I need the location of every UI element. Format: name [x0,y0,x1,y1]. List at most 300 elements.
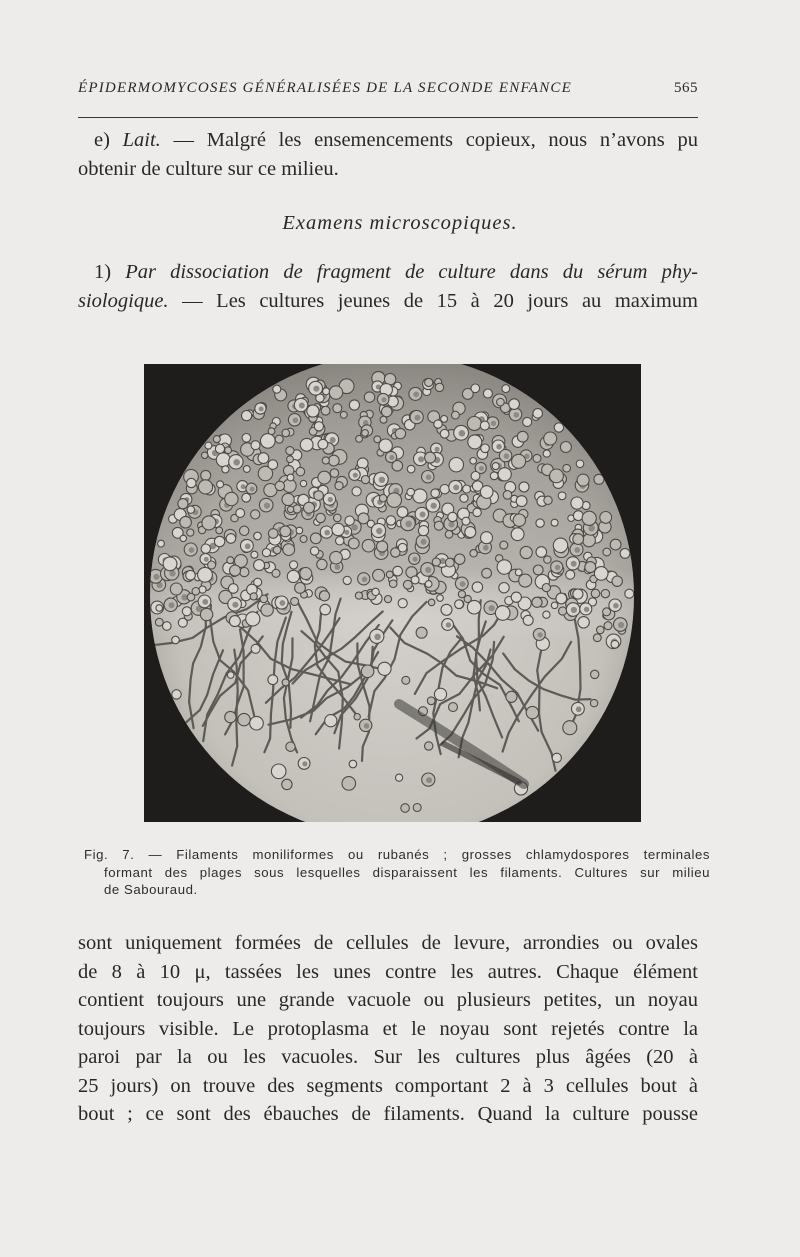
yeast-cell [268,428,275,435]
yeast-cell [180,535,186,541]
cell-vacuole [259,407,264,412]
cell-vacuole [250,487,255,492]
yeast-cell [434,688,446,700]
cell-vacuole [232,602,238,608]
yeast-cell [389,580,397,588]
yeast-cell [440,485,449,494]
yeast-cell [254,532,262,540]
yeast-cell [434,420,442,428]
yeast-cell [392,461,403,472]
yeast-cell [495,606,510,621]
yeast-cell [502,385,510,393]
yeast-cell [355,592,362,599]
yeast-cell [286,447,294,455]
yeast-cell [373,569,385,581]
cell-vacuole [415,415,421,421]
paragraph-line: bout ; ce sont des ébauches de filaments. Quand la culture pousse [78,1103,698,1125]
yeast-cell [275,435,283,443]
yeast-cell [481,444,490,453]
yeast-cell [314,491,324,501]
yeast-cell [577,474,589,486]
cell-vacuole [364,723,370,729]
yeast-cell [182,607,191,616]
cell-vacuole [514,412,520,418]
yeast-cell [543,450,550,457]
caption-line: formant des plages sous lesquelles disparaissent les filaments. Cultures sur milieu [104,864,710,880]
yeast-cell [192,588,200,596]
yeast-cell [563,721,577,735]
caption-line: Fig. 7. — Filaments moniliformes ou rubanés ; grosses chlamydospores terminales [84,847,710,862]
paragraph-line: paroi par la ou les vacuoles. Sur les cultures plus âgées (20 à [78,1046,698,1068]
cell-vacuole [483,545,489,551]
yeast-cell [180,516,192,528]
yeast-cell [407,488,415,496]
yeast-cell [254,578,262,586]
yeast-cell [425,742,433,750]
yeast-cell [291,597,299,605]
yeast-cell [460,494,468,502]
yeast-cell [230,565,241,576]
yeast-cell [445,558,454,567]
yeast-cell [403,580,412,589]
yeast-cell [314,422,323,431]
yeast-cell [340,411,347,418]
yeast-cell [225,711,236,722]
yeast-cell [428,599,435,606]
cell-vacuole [504,453,510,459]
yeast-cell [187,506,194,513]
yeast-cell [511,592,521,602]
yeast-cell [318,471,331,484]
yeast-cell [155,618,163,626]
yeast-cell [425,378,433,386]
yeast-cell [251,644,260,653]
yeast-cell [349,400,359,410]
yeast-cell [318,439,328,449]
yeast-cell [387,493,402,508]
yeast-cell [307,405,319,417]
yeast-cell [330,469,339,478]
yeast-cell [300,568,312,580]
yeast-cell [498,468,511,481]
yeast-cell [243,466,250,473]
item-label: e) [94,129,123,151]
yeast-cell [511,528,524,541]
yeast-cell [336,537,344,545]
item-heading-continued: siologique. [78,289,169,312]
paragraph-text: — Les cultures jeunes de 15 à 20 jours au maximum [168,289,698,312]
running-head-title: ÉPIDERMOMYCOSES GÉNÉRALISÉES DE LA SECONDE ENFANCE [78,80,573,96]
yeast-cell [275,481,284,490]
yeast-cell [262,549,270,557]
yeast-cell [345,516,354,525]
yeast-cell [310,533,321,544]
cell-vacuole [264,503,270,509]
yeast-cell [432,558,440,566]
yeast-cell [470,458,477,465]
yeast-cell [172,636,180,644]
yeast-cell [542,584,550,592]
yeast-cell [354,714,360,720]
yeast-cell [187,529,194,536]
paragraph-body [78,929,698,1129]
cell-vacuole [413,557,418,562]
yeast-cell [325,715,337,727]
cell-vacuole [233,459,240,466]
cell-vacuole [479,466,484,471]
yeast-cell [519,482,529,492]
yeast-cell [300,536,307,543]
cell-vacuole [169,602,175,608]
yeast-cell [480,421,489,430]
yeast-cell [449,703,458,712]
yeast-cell [533,454,541,462]
yeast-cell [225,447,232,454]
yeast-cell [348,538,359,549]
cell-vacuole [352,524,358,530]
yeast-cell [295,583,306,594]
yeast-cell [560,442,571,453]
yeast-cell [317,559,327,569]
yeast-cell [603,608,611,616]
yeast-cell [603,548,611,556]
yeast-cell [200,608,212,620]
yeast-cell [402,676,410,684]
yeast-cell [625,589,634,598]
yeast-cell [386,516,395,525]
yeast-cell [591,589,600,598]
yeast-cell [282,429,290,437]
yeast-cell [604,622,612,630]
yeast-cell [287,570,299,582]
yeast-cell [283,544,295,556]
yeast-cell [282,779,292,789]
yeast-cell [172,690,181,699]
cell-vacuole [202,599,208,605]
yeast-cell [320,604,331,615]
yeast-cell [386,571,393,578]
yeast-cell [523,417,532,426]
yeast-cell [332,523,344,535]
yeast-cell [250,593,257,600]
running-head [78,80,698,97]
yeast-cell [550,469,564,483]
yeast-cell [202,516,216,530]
yeast-cell [282,679,289,686]
yeast-cell [445,531,453,539]
yeast-cell [236,509,245,518]
yeast-cell [401,804,410,813]
yeast-cell [582,511,596,525]
yeast-cell [261,434,276,449]
yeast-cell [397,507,408,518]
yeast-cell [563,464,571,472]
yeast-cell [214,536,224,546]
cell-vacuole [448,521,454,527]
yeast-cell [471,472,480,481]
cell-vacuole [381,397,386,402]
yeast-cell [287,474,294,481]
yeast-cell [472,582,482,592]
cell-vacuole [425,567,431,573]
yeast-cell [384,596,391,603]
yeast-cell [186,570,196,580]
yeast-cell [226,534,236,544]
yeast-cell [440,429,449,438]
yeast-cell [254,560,265,571]
yeast-cell [473,508,481,516]
yeast-cell [593,634,601,642]
yeast-cell [322,457,329,464]
yeast-cell [342,777,356,791]
yeast-cell [316,513,325,522]
paragraph-line: de 8 à 10 μ, tassées les unes contre les autres. Chaque élément [78,960,698,983]
yeast-cell [372,588,379,595]
yeast-cell [413,804,421,812]
yeast-cell [242,493,251,502]
yeast-cell [455,554,465,564]
yeast-cell [500,541,508,549]
yeast-cell [506,691,517,702]
yeast-cell [509,399,520,410]
yeast-cell [246,612,260,626]
yeast-cell [398,543,407,552]
yeast-cell [533,565,543,575]
cell-vacuole [571,561,577,567]
yeast-cell [578,617,589,628]
cell-vacuole [537,632,542,637]
yeast-cell [187,478,196,487]
cell-vacuole [496,444,502,450]
yeast-cell [217,481,224,488]
paragraph-line [78,258,698,287]
yeast-cell [483,389,492,398]
cell-vacuole [353,473,358,478]
yeast-cell [357,458,368,469]
yeast-cell [333,404,342,413]
paragraph-line: contient toujours une grande vacuole ou plusieurs petites, un noyau [78,989,698,1011]
page-number: 565 [674,80,698,96]
yeast-cell [201,544,210,553]
cell-vacuole [574,547,580,553]
paragraph-lait [78,126,698,183]
yeast-cell [272,569,280,577]
cell-vacuole [576,706,582,712]
paragraph-line [78,287,698,316]
cell-vacuole [280,600,286,606]
yeast-cell [310,547,318,555]
yeast-cell [323,388,330,395]
yeast-cell [268,460,278,470]
cell-vacuole [189,547,195,553]
yeast-cell [536,519,544,527]
yeast-cell [352,487,361,496]
yeast-cell [571,497,583,509]
yeast-cell [418,526,428,536]
yeast-cell [216,453,230,467]
yeast-cell [271,764,286,779]
cell-vacuole [426,474,432,480]
cell-vacuole [421,539,427,545]
yeast-cell [590,699,597,706]
micrograph-content [144,364,641,822]
yeast-cell [520,546,532,558]
paragraph-line: toujours visible. Le protoplasma et le noyau sont rejetés contre la [78,1017,698,1040]
yeast-cell [544,432,557,445]
yeast-cell [258,453,269,464]
yeast-cell [566,570,575,579]
yeast-cell [497,560,511,574]
yeast-cell [287,456,294,463]
yeast-cell [519,574,532,587]
yeast-cell [361,476,369,484]
cell-vacuole [413,392,419,398]
yeast-cell [467,417,481,431]
yeast-cell [452,411,460,419]
yeast-cell [425,452,436,463]
yeast-cell [620,549,630,559]
cell-vacuole [335,564,341,570]
yeast-cell [296,467,305,476]
yeast-cell [437,595,444,602]
yeast-cell [465,527,476,538]
yeast-cell [434,521,443,530]
yeast-cell [523,615,533,625]
yeast-cell [413,489,427,503]
caption-line: de Sabouraud. [104,882,198,897]
yeast-cell [378,662,391,675]
yeast-cell [178,499,188,509]
yeast-cell [229,616,240,627]
cell-vacuole [324,530,330,536]
yeast-cell [585,562,596,573]
section-title: Examens microscopiques. [282,212,518,234]
yeast-cell [242,411,252,421]
paragraph-text: — Malgré les ensemencements copieux, nous n’avons pu [160,129,698,151]
yeast-cell [329,386,342,399]
cell-vacuole [330,437,336,443]
cell-vacuole [344,530,349,535]
item-number: 1) [94,261,126,283]
yeast-cell [300,480,306,486]
paragraph-line: sont uniquement formées de cellules de levure, arrondies ou ovales [78,932,698,954]
yeast-cell [282,493,294,505]
yeast-cell [559,607,567,615]
cell-vacuole [491,421,496,426]
yeast-cell [377,541,388,552]
figure-caption [84,846,710,899]
paragraph-dissociation [78,258,698,315]
yeast-cell [364,392,374,402]
yeast-cell [526,706,538,718]
yeast-cell [463,485,471,493]
yeast-cell [552,753,561,762]
yeast-cell [398,599,407,608]
yeast-cell [321,406,330,415]
cell-vacuole [588,525,595,532]
yeast-cell [163,622,172,631]
micrograph-figure [144,364,641,822]
yeast-cell [362,539,375,552]
cell-vacuole [571,607,577,613]
yeast-cell [533,409,543,419]
yeast-cell [435,383,443,391]
yeast-cell [208,561,216,569]
yeast-cell [343,576,351,584]
cell-vacuole [245,543,251,549]
cell-vacuole [313,386,319,392]
yeast-cell [227,672,234,679]
yeast-cell [396,774,403,781]
cell-vacuole [299,403,305,409]
yeast-cell [260,595,268,603]
yeast-cell [287,506,293,512]
yeast-cell [515,569,522,576]
yeast-cell [393,566,403,576]
cell-vacuole [584,607,589,612]
yeast-cell [558,492,566,500]
yeast-cell [227,557,234,564]
yeast-cell [222,466,229,473]
cell-vacuole [241,484,246,489]
yeast-cell [600,512,612,524]
yeast-cell [554,423,563,432]
yeast-cell [319,591,329,601]
yeast-cell [462,517,470,525]
yeast-cell [334,514,342,522]
yeast-cell [427,697,435,705]
yeast-cell [464,595,471,602]
yeast-cell [543,611,550,618]
cell-vacuole [302,761,307,766]
yeast-cell [551,519,558,526]
cell-vacuole [362,577,368,583]
item-heading: Par dissociation de fragment de culture dans du sérum phy- [125,261,699,283]
cell-vacuole [489,605,495,611]
yeast-cell [583,534,596,547]
yeast-cell [216,527,223,534]
yeast-cell [205,442,212,449]
yeast-cell [198,567,213,582]
yeast-cell [395,428,405,438]
cell-vacuole [459,430,466,437]
yeast-cell [532,597,542,607]
yeast-cell [229,584,239,594]
yeast-cell [300,438,313,451]
yeast-cell [497,398,505,406]
yeast-cell [512,454,526,468]
yeast-cell [202,452,208,458]
yeast-cell [286,742,295,751]
yeast-cell [492,463,499,470]
yeast-cell [597,626,605,634]
yeast-cell [261,604,273,616]
yeast-cell [471,384,480,393]
yeast-cell [503,491,512,500]
yeast-cell [268,529,278,539]
yeast-cell [517,431,528,442]
yeast-cell [268,675,278,685]
yeast-cell [449,458,463,472]
yeast-cell [573,534,584,545]
yeast-cell [481,532,493,544]
cell-vacuole [435,447,440,452]
yeast-cell [516,496,527,507]
yeast-cell [551,602,558,609]
yeast-cell [240,526,249,535]
yeast-cell [304,502,315,513]
paragraph-line [78,126,698,155]
